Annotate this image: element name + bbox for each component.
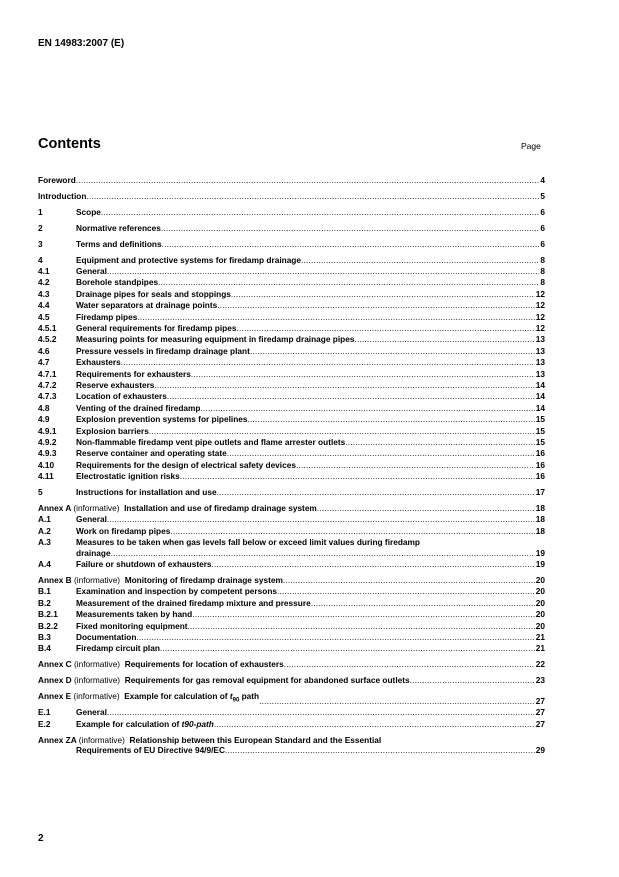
toc-entry-title: Normative references bbox=[76, 222, 161, 233]
leader-dots bbox=[154, 380, 534, 390]
toc-entry[interactable] bbox=[38, 437, 545, 447]
leader-dots bbox=[180, 471, 535, 481]
toc-entry-page: 8 bbox=[540, 277, 545, 288]
toc-entry[interactable] bbox=[38, 448, 545, 458]
toc-entry[interactable]: E.1 General ..... 27 bbox=[38, 707, 545, 717]
toc-entry-annex-d[interactable]: Annex D (informative) Requirements for gas removal equipment for abandoned surface outlets ..... 23 bbox=[38, 675, 545, 685]
toc-entry-page: 5 bbox=[540, 190, 545, 201]
toc-entry-page: 13 bbox=[535, 368, 545, 379]
document-header: EN 14983:2007 (E) bbox=[38, 38, 125, 49]
leader-dots bbox=[236, 323, 534, 333]
toc-entry-page: 12 bbox=[535, 300, 545, 311]
toc-entry[interactable] bbox=[38, 207, 545, 217]
leader-dots bbox=[250, 346, 535, 356]
leader-dots bbox=[167, 391, 535, 401]
toc-entry-page: 14 bbox=[535, 380, 545, 390]
toc-entry-number: 1 bbox=[38, 206, 43, 217]
toc-entry-title: Water separators at drainage points bbox=[76, 300, 218, 311]
toc-entry-page: 12 bbox=[535, 288, 545, 299]
toc-entry[interactable] bbox=[38, 323, 545, 333]
toc-entry[interactable] bbox=[38, 175, 545, 185]
leader-dots bbox=[301, 255, 539, 265]
toc-entry-page: 8 bbox=[540, 254, 545, 265]
toc-entry-number: 4.8 bbox=[38, 402, 50, 413]
toc-entry[interactable]: B.2 Measurement of the drained firedamp mixture and pressure ..... 20 bbox=[38, 598, 545, 608]
leader-dots bbox=[248, 414, 535, 424]
toc-entry-page: 16 bbox=[535, 448, 545, 459]
toc-entry-number: 3 bbox=[38, 238, 43, 249]
leader-dots bbox=[296, 460, 535, 470]
toc-entry-number: 4.5 bbox=[38, 311, 50, 322]
table-of-contents bbox=[38, 175, 545, 756]
toc-entry-title: Borehole standpipes bbox=[76, 277, 159, 288]
toc-entry-page: 13 bbox=[535, 345, 545, 356]
toc-entry-number: 4.10 bbox=[38, 459, 55, 470]
leader-dots bbox=[200, 403, 534, 413]
toc-entry[interactable] bbox=[38, 460, 545, 470]
toc-entry-number: 4.7.1 bbox=[38, 368, 57, 379]
toc-entry-number: 5 bbox=[38, 487, 43, 498]
toc-entry[interactable]: E.2 Example for calculation of t90-path ..... 27 bbox=[38, 719, 545, 729]
toc-entry-title: Equipment and protective systems for firedamp drainage bbox=[76, 254, 301, 265]
leader-dots bbox=[76, 175, 540, 185]
toc-entry-page: 15 bbox=[535, 414, 545, 425]
toc-entry-number: 4.9.1 bbox=[38, 425, 57, 436]
toc-entry[interactable] bbox=[38, 334, 545, 344]
toc-entry[interactable] bbox=[38, 426, 545, 436]
leader-dots bbox=[217, 300, 535, 310]
toc-entry-page: 15 bbox=[535, 437, 545, 448]
toc-entry[interactable] bbox=[38, 346, 545, 356]
toc-entry[interactable] bbox=[38, 255, 545, 265]
toc-entry-number: 4.4 bbox=[38, 300, 50, 311]
toc-entry-title: Requirements for the design of electrical safety devices bbox=[76, 459, 296, 470]
leader-dots bbox=[162, 239, 540, 249]
toc-entry-number: 4.3 bbox=[38, 288, 50, 299]
leader-dots bbox=[101, 207, 539, 217]
toc-entry[interactable] bbox=[38, 312, 545, 322]
toc-entry[interactable] bbox=[38, 487, 545, 497]
toc-entry-number: 4.1 bbox=[38, 265, 50, 276]
toc-entry-number: 4.2 bbox=[38, 277, 50, 288]
toc-entry-title: Introduction bbox=[38, 190, 87, 201]
toc-entry[interactable]: B.2.1 Measurements taken by hand ..... 20 bbox=[38, 609, 545, 619]
toc-entry-annex-a[interactable]: Annex A (informative) Installation and use of firedamp drainage system ..... 18 bbox=[38, 503, 545, 513]
toc-entry-page: 12 bbox=[535, 311, 545, 322]
toc-entry-title: Terms and definitions bbox=[76, 238, 162, 249]
toc-entry-number: 2 bbox=[38, 222, 43, 233]
toc-entry[interactable]: A.4 Failure or shutdown of exhausters ..... 19 bbox=[38, 559, 545, 569]
toc-entry[interactable]: B.2.2 Fixed monitoring equipment ..... 20 bbox=[38, 621, 545, 631]
toc-entry[interactable] bbox=[38, 403, 545, 413]
toc-entry[interactable]: A.3 Measures to be taken when gas levels fall below or exceed limit values during firedamp drainage ..... 19 bbox=[38, 537, 545, 558]
toc-entry[interactable] bbox=[38, 380, 545, 390]
toc-entry[interactable] bbox=[38, 239, 545, 249]
leader-dots bbox=[191, 369, 535, 379]
toc-entry-number: 4.6 bbox=[38, 345, 50, 356]
leader-dots bbox=[107, 266, 539, 276]
toc-entry-number: 4.9 bbox=[38, 414, 50, 425]
toc-entry-page: 8 bbox=[540, 265, 545, 276]
leader-dots bbox=[354, 334, 534, 344]
toc-entry-number: 4.5.1 bbox=[38, 322, 57, 333]
toc-entry-page: 15 bbox=[535, 425, 545, 436]
toc-entry-page: 13 bbox=[535, 357, 545, 368]
toc-entry-number: 4.7 bbox=[38, 357, 50, 368]
toc-entry-number: 4.5.2 bbox=[38, 334, 57, 345]
leader-dots bbox=[121, 357, 535, 367]
leader-dots bbox=[161, 223, 540, 233]
toc-entry-annex-b[interactable]: Annex B (informative) Monitoring of firedamp drainage system ..... 20 bbox=[38, 575, 545, 585]
leader-dots bbox=[217, 487, 535, 497]
toc-entry[interactable] bbox=[38, 289, 545, 299]
toc-entry[interactable]: A.1 General ..... 18 bbox=[38, 514, 545, 524]
page-column-label: Page bbox=[521, 141, 541, 151]
toc-entry[interactable] bbox=[38, 369, 545, 379]
toc-entry[interactable]: A.2 Work on firedamp pipes ..... 18 bbox=[38, 526, 545, 536]
toc-entry-page: 16 bbox=[535, 459, 545, 470]
toc-entry-title: Foreword bbox=[38, 175, 76, 185]
toc-entry-title: Drainage pipes for seals and stoppings bbox=[76, 288, 231, 299]
toc-entry-page: 4 bbox=[540, 175, 545, 185]
toc-entry-page: 6 bbox=[540, 222, 545, 233]
toc-entry[interactable] bbox=[38, 191, 545, 201]
toc-entry[interactable] bbox=[38, 357, 545, 367]
toc-entry[interactable]: B.3 Documentation ..... 21 bbox=[38, 632, 545, 642]
toc-entry-title: Non-flammable firedamp vent pipe outlets and flame arrester outlets bbox=[76, 437, 346, 448]
toc-entry[interactable] bbox=[38, 277, 545, 287]
toc-entry-number: 4.11 bbox=[38, 471, 54, 482]
toc-entry-title: Reserve container and operating state bbox=[76, 448, 227, 459]
toc-entry-page: 6 bbox=[540, 206, 545, 217]
toc-entry[interactable]: B.4 Firedamp circuit plan ..... 21 bbox=[38, 643, 545, 653]
toc-entry-title: Measuring points for measuring equipment in firedamp drainage pipes bbox=[76, 334, 355, 345]
leader-dots bbox=[227, 448, 535, 458]
toc-entry-title: Exhausters bbox=[76, 357, 121, 368]
toc-entry-title: Explosion barriers bbox=[76, 425, 149, 436]
toc-entry-title: Venting of the drained firedamp bbox=[76, 402, 201, 413]
toc-entry-annex-c[interactable]: Annex C (informative) Requirements for location of exhausters ..... 22 bbox=[38, 659, 545, 669]
toc-entry-page: 13 bbox=[535, 334, 545, 345]
leader-dots bbox=[345, 437, 535, 447]
toc-entry-number: 4 bbox=[38, 254, 43, 265]
toc-entry-annex-za[interactable]: Annex ZA (informative) Relationship between this European Standard and the Essential Requirements of EU Directive 94/9/EC ..... 29 bbox=[38, 735, 545, 756]
toc-entry-number: 4.9.2 bbox=[38, 437, 57, 448]
toc-entry-page: 14 bbox=[535, 402, 545, 413]
toc-entry-number: 4.9.3 bbox=[38, 448, 57, 459]
toc-entry-page: 14 bbox=[535, 391, 545, 402]
toc-entry[interactable] bbox=[38, 471, 545, 481]
toc-entry[interactable] bbox=[38, 300, 545, 310]
toc-entry-title: Reserve exhausters bbox=[76, 380, 155, 390]
toc-entry-title: General bbox=[76, 265, 107, 276]
leader-dots bbox=[86, 191, 539, 201]
toc-entry-page: 16 bbox=[535, 471, 545, 482]
toc-entry-number: 4.7.3 bbox=[38, 391, 57, 402]
toc-entry-title: Electrostatic ignition risks bbox=[76, 471, 180, 482]
page-title: Contents bbox=[38, 136, 101, 152]
leader-dots bbox=[158, 277, 539, 287]
leader-dots bbox=[137, 312, 534, 322]
toc-entry[interactable]: B.1 Examination and inspection by competent persons ..... 20 bbox=[38, 586, 545, 596]
toc-entry-title: Instructions for installation and use bbox=[76, 487, 217, 498]
toc-entry-annex-e[interactable]: Annex E (informative) Example for calculation of $t_{90}$ path ..... 27 bbox=[38, 691, 545, 706]
toc-entry-title: General requirements for firedamp pipes bbox=[76, 322, 237, 333]
leader-dots bbox=[231, 289, 535, 299]
toc-entry-title: Pressure vessels in firedamp drainage plant bbox=[76, 345, 250, 356]
toc-entry-title: Scope bbox=[76, 206, 101, 217]
toc-entry[interactable] bbox=[38, 266, 545, 276]
toc-entry[interactable] bbox=[38, 391, 545, 401]
toc-entry-page: 17 bbox=[535, 487, 545, 498]
leader-dots bbox=[149, 426, 535, 436]
toc-entry-title: Location of exhausters bbox=[76, 391, 167, 402]
toc-entry-title: Requirements for exhausters bbox=[76, 368, 191, 379]
toc-entry-number: 4.7.2 bbox=[38, 380, 57, 390]
toc-entry-page: 12 bbox=[535, 322, 545, 333]
toc-entry-title: Explosion prevention systems for pipelines bbox=[76, 414, 248, 425]
toc-entry[interactable] bbox=[38, 223, 545, 233]
page-number: 2 bbox=[38, 833, 44, 844]
toc-entry[interactable] bbox=[38, 414, 545, 424]
toc-entry-title: Firedamp pipes bbox=[76, 311, 138, 322]
toc-entry-page: 6 bbox=[540, 238, 545, 249]
